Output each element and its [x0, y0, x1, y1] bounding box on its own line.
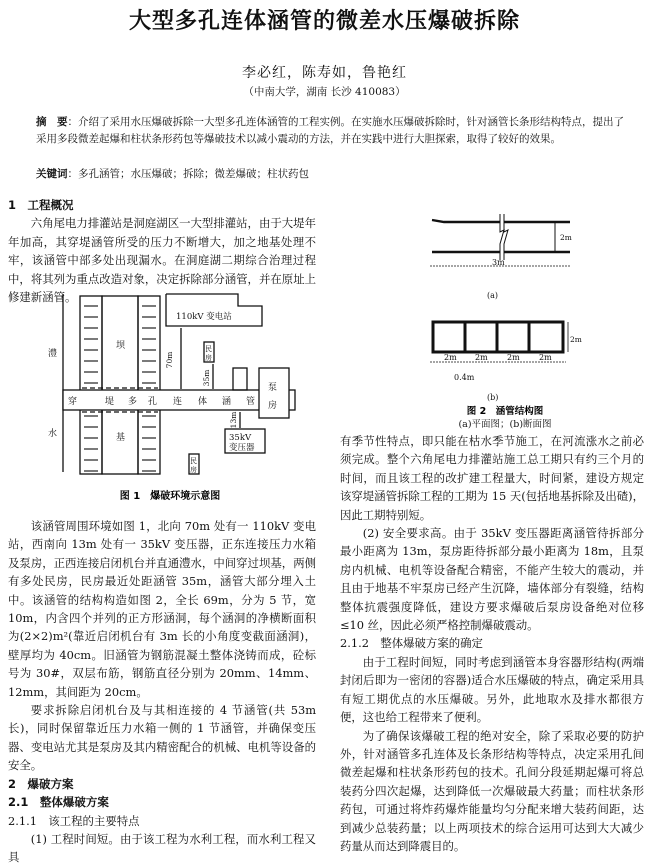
label-a: (a) — [487, 291, 499, 300]
dim-b-wall: 0.4m — [454, 373, 475, 382]
dam-hatch-right — [138, 296, 160, 474]
culvert-label-char: 管 — [246, 397, 256, 407]
paragraph: 该涵管周围环境如图 1，北向 70m 处有一 110kV 变电站，西南向 13m 处有一 35kV 变压器，正东连接压力水箱及泵房，正西连接启闭机台并直通澧水，中间穿过坝基，两侧有多处民房，民房最近处距涵管 35m，涵管大部分埋入土中。该涵管的结构构造如图 2，全长 69m，分为 5 节，宽 10m，内含四个并列的正方形涵洞，每个涵洞的净横断面积为(2×2)m²(靠近启闭机台有 3m 长的小角度变截面涵洞)，壁厚均为 40cm。旧涵管为钢筋混凝土整体浇铸而成，砼标号为 30#，双层布筋，钢筋直径分别为 20mm、14mm、12mm，其间距为 20cm。 — [8, 519, 316, 699]
culvert-label-char: 涵 — [222, 397, 232, 407]
keywords-label: 关键词 — [36, 168, 68, 180]
paragraph: 为了确保该爆破工程的绝对安全，除了采取必要的防护外，针对涵管多孔连体及长条形结构等特点，决定采用孔间微差起爆和柱状条形药包的技术。孔间分段延期起爆可将总装药分四次起爆，达到降低一次爆破最大药量；而柱状条形药包，可通过将炸药爆炸能量均匀分配来增大装药间距，达到减少总装药量；以上两项技术的综合运用可达到大大减少药量从而达到降震目的。 — [340, 728, 644, 853]
label-b: (b) — [487, 393, 499, 402]
label-river-2: 水 — [48, 429, 58, 439]
figure-2-caption: 图 2 涵管结构图 — [466, 406, 544, 417]
paragraph: 由于工程时间短，同时考虑到涵管本身容器形结构(两端封闭后即为一密闭的容器)适合水压爆破的特点，确定采用具有短工期优点的水压爆破。另外，此地取水及排水都很方便，这也给工程带来了便利。 — [340, 654, 644, 725]
abstract — [36, 114, 626, 148]
dim-a-height: 2m — [560, 233, 572, 242]
dam-hatch-left — [80, 296, 102, 474]
paragraph: (2) 安全要求高。由于 35kV 变压器距离涵管待拆部分最小距离为 13m，泵房距待拆部分最小距离为 18m，且泵房内机械、电机等设备配合精密，不能产生较大的震动，并且由于地基不牢泵房已经产生沉降，墙体部分有裂缝，结构整体抗震强度降低，建设方要求爆破后泵房设备绝对位移≤10 丝，因此必须严格控制爆破震动。 — [340, 526, 644, 633]
abstract-text: ：介绍了采用水压爆破拆除一大型多孔连体涵管的工程实例。在实施水压爆破拆除时，针对涵管长条形结构特点，提出了采用多段微差起爆和柱状条形药包等爆破技术以减小震动的方法，并在实践中进行大胆探索，取得了较好的效果。 — [36, 116, 624, 145]
dim-b-cell-2: 2m — [475, 353, 488, 362]
figure-1-caption: 图 1 爆破环境示意图 — [119, 491, 221, 502]
paragraph: (1) 工程时间短。由于该工程为水利工程，而水利工程又具 — [8, 831, 316, 865]
label-house-2a: 民 — [190, 457, 197, 465]
abstract-label: 摘 要 — [36, 116, 68, 128]
section-1-continued — [8, 517, 316, 867]
culvert-label-char: 孔 — [148, 397, 158, 407]
dam-core — [102, 296, 138, 474]
dim-a-length: 3m — [492, 258, 505, 267]
paper-title: 大型多孔连体涵管的微差水压爆破拆除 — [128, 9, 520, 34]
dim-label-13m: 13m — [229, 411, 238, 429]
dim-b-cell-4: 2m — [539, 353, 552, 362]
section-2-1-heading: 2.1 整体爆破方案 — [8, 795, 109, 810]
paragraph: 有季节性特点，即只能在枯水季节施工，在河流涨水之前必须完成。整个六角尾电力排灌站施工总工期只有约三个月的时间，而且该工程的改扩建工程量大，时间紧，建设方规定该穿堤涵管拆除工程的工期为 15 天(包括地基拆除及出碴)，因此工期特别短。 — [340, 434, 644, 522]
figure-1-blasting-environment — [30, 292, 320, 502]
label-dam-2: 基 — [116, 433, 126, 443]
section-1-heading: 1 工程概况 — [8, 198, 74, 212]
label-transformer-1: 35kV — [229, 433, 252, 443]
culvert-label-char: 连 — [173, 397, 183, 407]
plan-top-wall-left — [432, 220, 500, 222]
label-transformer-2: 变压器 — [229, 443, 255, 453]
keywords-text: ：多孔涵管；水压爆破；拆除；微差爆破；柱状药包 — [67, 168, 309, 180]
dim-b-cell-1: 2m — [444, 353, 457, 362]
section-2-continued — [340, 432, 644, 855]
culvert-label-char: 体 — [198, 397, 208, 407]
label-house-1a: 民 — [205, 345, 212, 353]
dim-b-cell-3: 2m — [507, 353, 520, 362]
dim-b-height: 2m — [570, 335, 582, 344]
label-pump-house-1: 泵 — [268, 383, 278, 393]
label-pump-house-2: 房 — [268, 401, 278, 411]
dim-label-35m: 35m — [202, 369, 211, 387]
label-house-2b: 房 — [190, 466, 197, 474]
section-2-heading: 2 爆破方案 — [8, 776, 74, 791]
dim-label-70m: 70m — [165, 351, 174, 369]
section-2-1-2-heading: 2.1.2 整体爆破方案的确定 — [340, 636, 483, 651]
culvert-label-char: 堤 — [105, 397, 115, 407]
keywords — [36, 166, 626, 181]
label-river-1: 澧 — [48, 349, 58, 359]
figure-2-subcaption: (a)平面图；(b)断面图 — [458, 419, 552, 430]
paragraph: 六角尾电力排灌站是洞庭湖区一大型排灌站，由于大堤年年加高，其穿堤涵管所受的压力不断增大，加之地基处理不牢，该涵管中部多处出现漏水。在洞庭湖二期综合治理过程中，将其列为重点改造对象，决定拆除部分涵管，并在原址上修建新涵管。 — [8, 216, 316, 305]
label-dam-1: 坝 — [116, 341, 126, 351]
figure-2-culvert-structure — [430, 210, 610, 425]
section-2-1-1-heading: 2.1.1 该工程的主要特点 — [8, 813, 140, 828]
water-tank-outline — [233, 368, 247, 390]
culvert-label-char: 穿 — [68, 397, 78, 407]
affiliation: （中南大学，湖南 长沙 410083） — [243, 86, 406, 98]
label-substation: 110kV 变电站 — [176, 312, 232, 322]
break-line-1 — [500, 214, 504, 260]
paragraph: 要求拆除启闭机台及与其相连接的 4 节涵管(共 53m 长)，同时保留靠近压力水箱一侧的 1 节涵管，并确保变压器、变电站尤其是泵房及其内精密配合的机械、电机等设备的安全。 — [8, 703, 316, 773]
authors: 李必红，陈寿如，鲁艳红 — [242, 65, 407, 81]
section-1-intro — [8, 196, 316, 306]
label-house-1b: 房 — [205, 354, 212, 362]
culvert-label-char: 多 — [128, 397, 138, 407]
